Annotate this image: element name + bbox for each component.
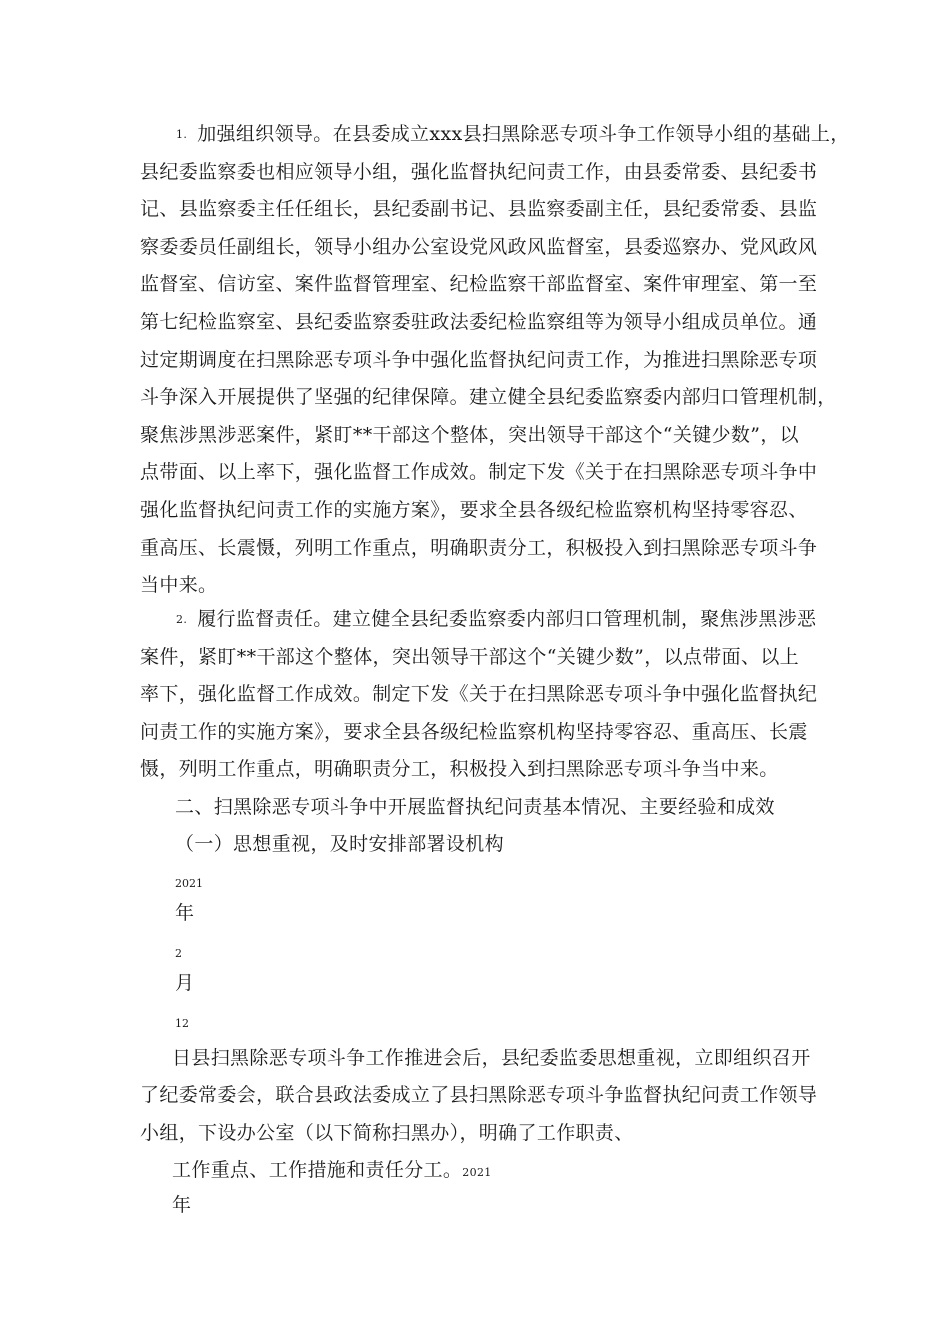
item-number: 1.	[176, 128, 188, 141]
paragraph-line: 记、县监察委主任任组长，县纪委副书记、县监察委副主任，县纪委常委、县监	[140, 198, 818, 221]
paragraph-line: 率下，强化监督工作成效。制定下发《关于在扫黑除恶专项斗争中强化监督执纪	[140, 683, 818, 706]
paragraph-body-cont	[140, 1077, 820, 1152]
paragraph-line: 第七纪检监察室、县纪委监察委驻政法委纪检监察组等为领导小组成员单位。通	[140, 310, 818, 333]
paragraph-item-1	[140, 116, 850, 605]
paragraph-line: 2. 履行监督责任。建立健全县纪委监察委内部归口管理机制，聚焦涉黑涉恶	[176, 608, 817, 630]
paragraph-line: 了纪委常委会，联合县政法委成立了县扫黑除恶专项斗争监督执纪问责工作领导	[140, 1084, 818, 1106]
paragraph-line: 小组，下设办公室（以下简称扫黑办），明确了工作职责、	[140, 1121, 634, 1144]
paragraph-line: 强化监督执纪问责工作的实施方案》，要求全县各级纪检监察机构坚持零容忍、	[140, 498, 808, 521]
paragraph-line: 察委委员任副组长，领导小组办公室设党风政风监督室，县委巡察办、党风政风	[140, 235, 818, 258]
last-line-year: 2021	[462, 1166, 492, 1179]
paragraph-line: 案件，紧盯**干部这个整体，突出领导干部这个“关键少数”，以点带面、以上	[140, 645, 800, 668]
paragraph-line: 聚焦涉黑涉恶案件，紧盯**干部这个整体，突出领导干部这个“关键少数”，以	[140, 423, 800, 446]
paragraph-line: 监督室、信访室、案件监督管理室、纪检监察干部监督室、案件审理室、第一至	[140, 273, 818, 296]
month-label: 月	[175, 972, 195, 994]
month-number: 2	[175, 947, 182, 960]
paragraph-line: 慑，列明工作重点，明确职责分工，积极投入到扫黑除恶专项斗争当中来。	[140, 758, 779, 781]
paragraph-line: 问责工作的实施方案》，要求全县各级纪检监察机构坚持零容忍、重高压、长震	[140, 720, 808, 743]
paragraph-item-2	[140, 601, 820, 789]
year-number: 2021	[175, 877, 203, 890]
paragraph-line: 1. 加强组织领导。在县委成立xxx县扫黑除恶专项斗争工作领导小组的基础上，	[176, 123, 850, 145]
paragraph-line: 当中来。	[140, 574, 218, 597]
paragraph-line: 日县扫黑除恶专项斗争工作推进会后，县纪委监委思想重视，立即组织召开	[172, 1047, 811, 1069]
last-line: 工作重点、工作措施和责任分工。2021	[172, 1159, 492, 1181]
year-label: 年	[175, 902, 195, 924]
section-heading: 二、扫黑除恶专项斗争中开展监督执纪问责基本情况、主要经验和成效	[175, 796, 775, 818]
paragraph-line: 斗争深入开展提供了坚强的纪律保障。建立健全县纪委监察委内部归口管理机制，	[140, 386, 837, 409]
paragraph-line: 过定期调度在扫黑除恶专项斗争中强化监督执纪问责工作，为推进扫黑除恶专项	[140, 348, 818, 371]
paragraph-line: 县纪委监察委也相应领导小组，强化监督执纪问责工作，由县委常委、县纪委书	[140, 160, 818, 183]
item-number: 2.	[176, 613, 188, 626]
final-year-label: 年	[172, 1194, 192, 1216]
subsection-heading: （一）思想重视，及时安排部署设机构	[175, 833, 504, 855]
paragraph-line: 点带面、以上率下，强化监督工作成效。制定下发《关于在扫黑除恶专项斗争中	[140, 461, 818, 484]
paragraph-line: 重高压、长震慑，列明工作重点，明确职责分工，积极投入到扫黑除恶专项斗争	[140, 536, 818, 559]
paragraph-body	[172, 1040, 822, 1078]
day-number: 12	[175, 1017, 189, 1030]
